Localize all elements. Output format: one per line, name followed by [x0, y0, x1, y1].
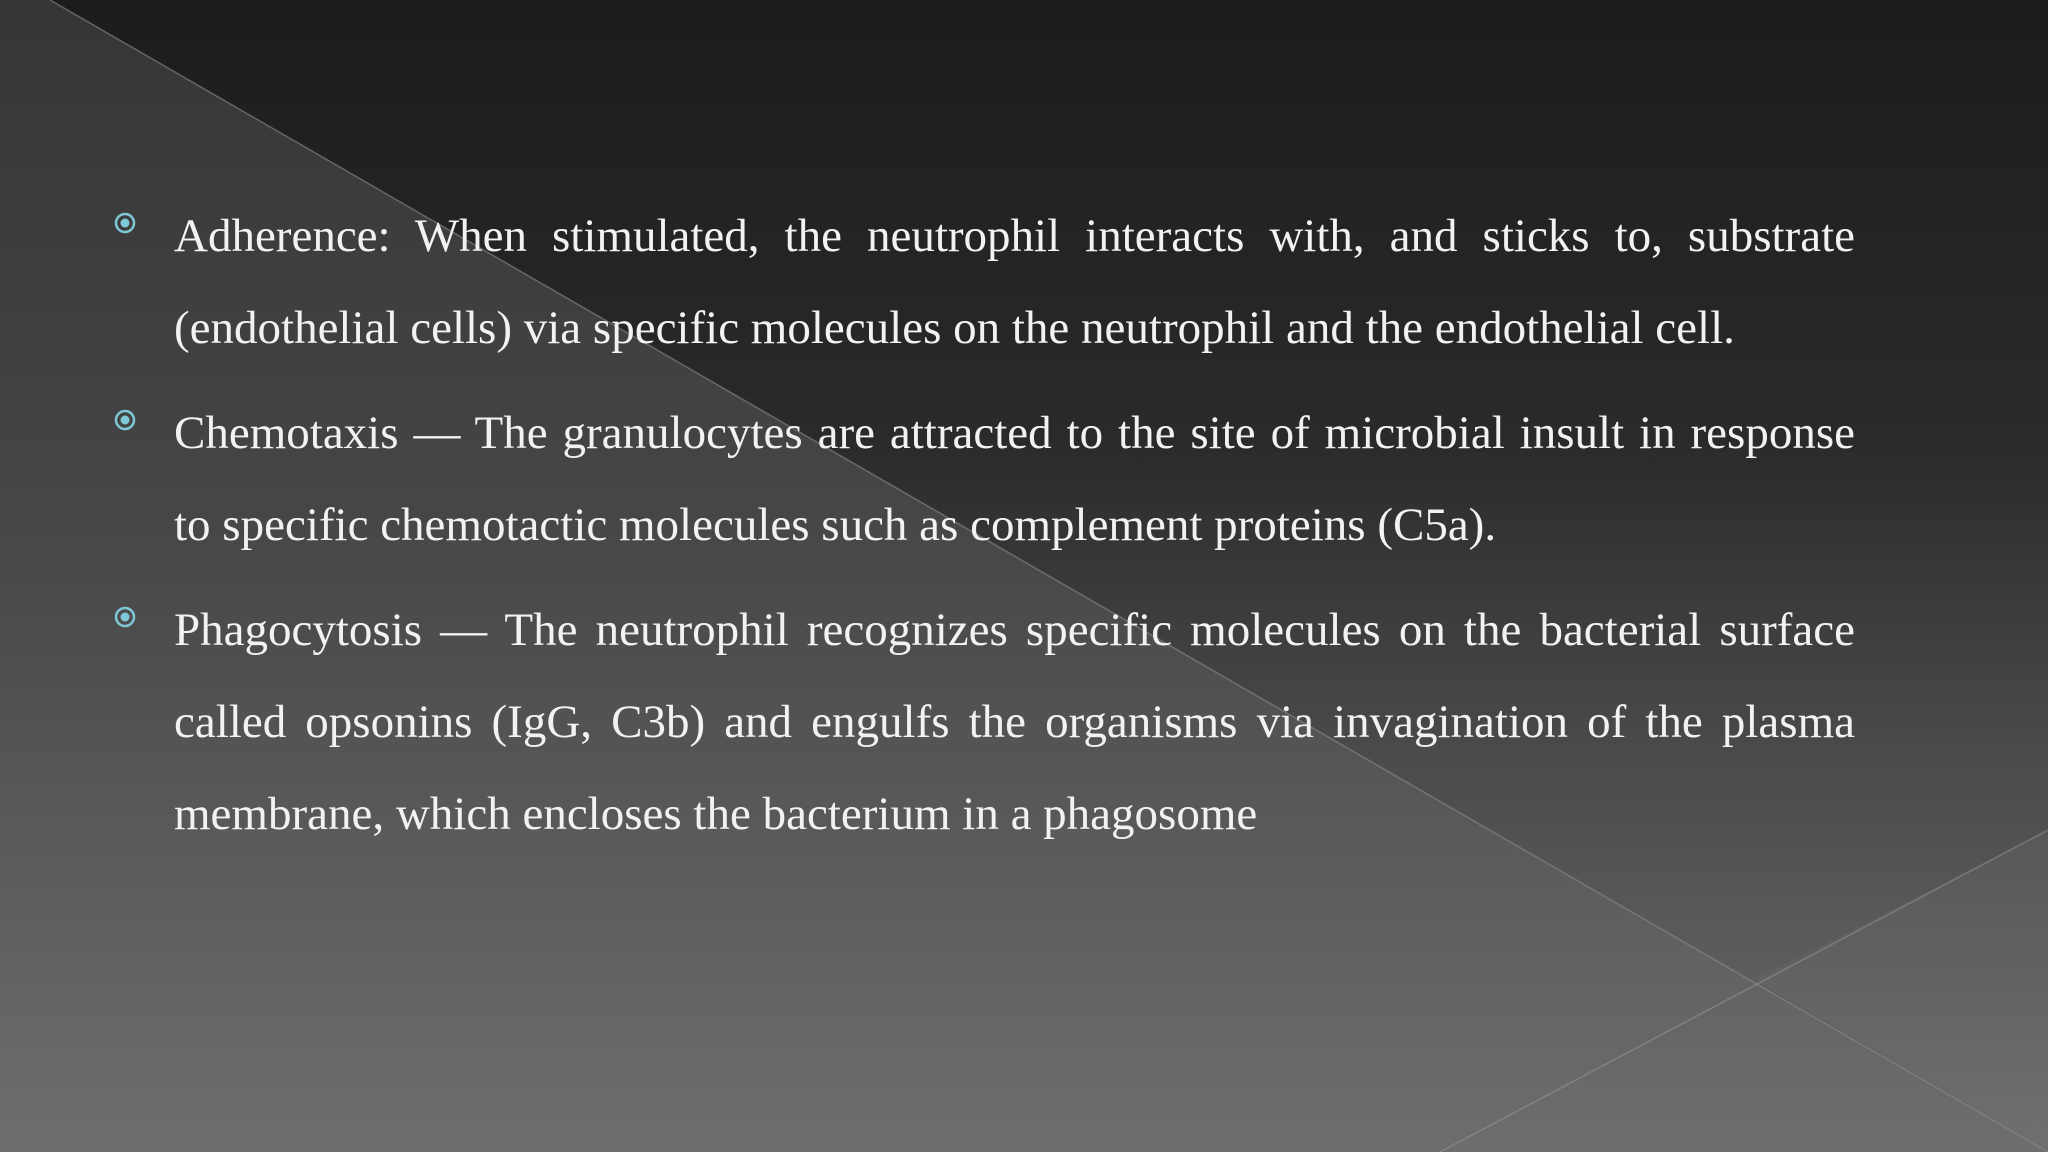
bullet-item-adherence	[110, 190, 1855, 374]
circle-dot-icon	[114, 409, 136, 431]
bullet-text: Chemotaxis — The granulocytes are attracted to the site of microbial insult in response to specific chemotactic molecules such as complement proteins (C5a).	[174, 407, 1855, 551]
circle-dot-icon	[114, 606, 136, 628]
bullet-list	[110, 190, 1855, 873]
bullet-item-phagocytosis	[110, 584, 1855, 860]
bullet-text: Phagocytosis — The neutrophil recognizes specific molecules on the bacterial surface called opsonins (IgG, C3b) and engulfs the organisms via invagination of the plasma membrane, which encloses the bacterium in a phagosome	[174, 604, 1855, 840]
bullet-text: Adherence: When stimulated, the neutrophil interacts with, and sticks to, substrate (endothelial cells) via specific molecules on the neutrophil and the endothelial cell.	[174, 210, 1855, 354]
bullet-item-chemotaxis	[110, 387, 1855, 571]
circle-dot-icon	[114, 212, 136, 234]
